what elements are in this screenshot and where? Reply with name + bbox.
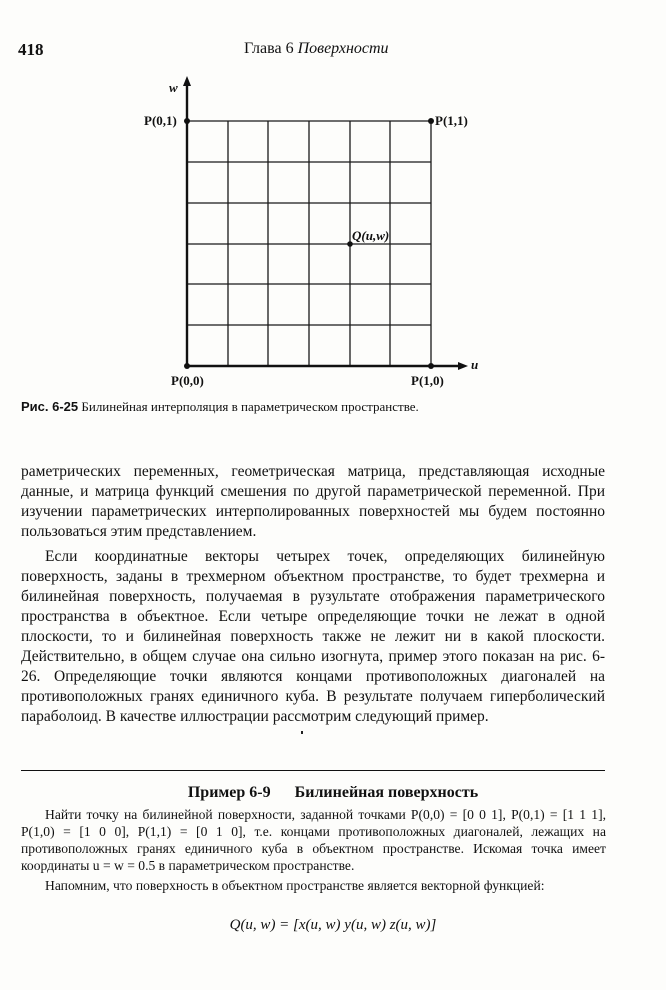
section-divider [21,770,605,771]
label-p01: P(0,1) [144,113,177,128]
example-body [21,806,606,897]
w-axis-arrowhead [183,76,191,86]
caption-label: Рис. 6-25 [21,399,79,414]
parametric-grid-diagram [0,70,666,400]
print-speck [301,731,303,734]
paragraph-bilinear-surface: Если координатные векторы четырех точек, определяющих билинейную поверхность, заданы в трехмерном объектном пространстве, то будет трехмерна и билинейная поверхность, получаемая в рузультате отображения параметрического пространства в объектное. Если четыре определяющие точки не лежат в одной плоскости, то и билинейная поверхность также не лежит ни в какой плоскости. Действительно, в общем случае она сильно изогнута, пример этого показан на рис. 6-26. Определяющие точки являются концами противоположных диагоналей на противоположных гранях единичного куба. В результате получаем гиперболический параболоид. В качестве иллюстрации рассмотрим следующий пример. [21,548,605,725]
example-paragraph-2: Напомним, что поверхность в объектном пространстве является векторной функцией: [45,878,545,893]
example-title: Билинейная поверхность [294,784,479,801]
caption-text: Билинейная интерполяция в параметрическом пространстве. [81,399,419,414]
example-number: Пример 6-9 [187,784,271,801]
running-head [244,40,389,58]
axis-label-w: w [169,80,178,95]
vector-function-formula: Q(u, w) = [x(u, w) y(u, w) z(u, w)] [229,917,437,933]
paragraph-continuation: раметрических переменных, геометрическая матрица, представляющая исходные данные, и матрица функций смешения по другой параметрической переменной. При изучении параметрических интерполированных поверхностей мы будем постоянно пользоваться этим представлением. [21,463,605,540]
chapter-number: Глава 6 [244,40,294,57]
figure-6-25 [0,70,666,400]
page-header [18,40,620,64]
figure-caption [21,398,621,416]
label-p10: P(1,0) [411,373,444,388]
label-p00: P(0,0) [171,373,204,388]
example-paragraph-1: Найти точку на билинейной поверхности, заданной точками P(0,0) = [0 0 1], P(0,1) = [1 1 1], P(1,0) = [1 0 0], P(1,1) = [0 1 0], т.е. концами противоположных диагоналей, лежащих на противоположных гранях единичного куба в объектном пространстве. Искомая точка имеет координаты u = w = 0.5 в параметрическом пространстве. [21,807,606,873]
point-p10 [428,363,434,369]
point-p11 [428,118,434,124]
label-p11: P(1,1) [435,113,468,128]
main-text [21,462,605,732]
axis-label-u: u [471,357,479,372]
u-axis-arrowhead [458,362,468,370]
example-heading [0,784,666,802]
point-p01 [184,118,190,124]
grid-lines [187,121,431,366]
label-q: Q(u,w) [352,228,390,243]
point-p00 [184,363,190,369]
page-number: 418 [18,40,44,59]
chapter-title: Поверхности [297,40,389,57]
